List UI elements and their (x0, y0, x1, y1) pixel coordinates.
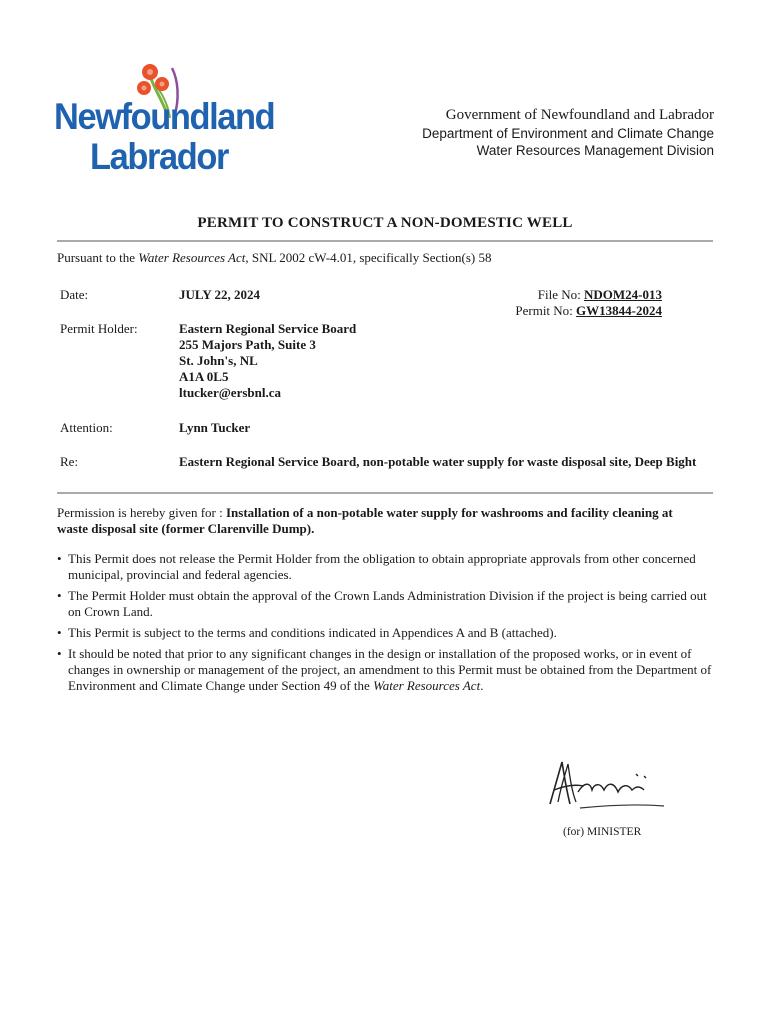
divider (57, 492, 713, 494)
department-header (422, 107, 714, 158)
document-title: PERMIT TO CONSTRUCT A NON-DOMESTIC WELL (197, 215, 573, 231)
condition-text: This Permit is subject to the terms and conditions indicated in Appendices A and B (attached). (68, 625, 557, 640)
nl-government-logo (50, 58, 275, 178)
permit-number-value: GW13844-2024 (576, 303, 662, 318)
bullet-icon: • (57, 588, 62, 603)
condition-text: The Permit Holder must obtain the approval of the Crown Lands Administration Division if the project is being carried out on Crown Land. (68, 588, 707, 619)
pursuant-prefix: Pursuant to the (57, 250, 139, 265)
holder-city: St. John's, NL (179, 353, 258, 368)
attention-value: Lynn Tucker (179, 420, 251, 435)
bullet-icon: • (57, 551, 62, 566)
date-value: JULY 22, 2024 (179, 287, 261, 302)
government-name: Government of Newfoundland and Labrador (445, 107, 714, 123)
file-number-label: File No: (537, 287, 581, 302)
list-item (57, 625, 717, 641)
list-item (57, 551, 717, 583)
permit-holder-label: Permit Holder: (60, 321, 138, 336)
logo-word-labrador: Labrador (90, 136, 228, 177)
condition-text: This Permit does not release the Permit Holder from the obligation to obtain appropriate approvals from other concerned municipal, provincial and federal agencies. (68, 551, 696, 582)
minister-signature (540, 752, 670, 819)
attention-label: Attention: (60, 420, 113, 435)
signature-icon (540, 752, 670, 814)
file-number-row (440, 287, 662, 303)
pursuant-line (57, 250, 491, 266)
holder-street: 255 Majors Path, Suite 3 (179, 337, 316, 352)
permission-statement (57, 505, 707, 537)
condition-end: . (480, 678, 484, 693)
list-item (57, 646, 717, 694)
act-name: Water Resources Act (138, 250, 246, 265)
logo-word-newfoundland: Newfoundland (54, 96, 275, 137)
holder-email: ltucker@ersbnl.ca (179, 385, 281, 400)
bullet-icon: • (57, 646, 62, 661)
bullet-icon: • (57, 625, 62, 640)
permission-prefix: Permission is hereby given for : (57, 505, 226, 520)
re-label: Re: (60, 454, 79, 469)
division-name: Water Resources Management Division (476, 143, 714, 158)
re-value: Eastern Regional Service Board, non-potable water supply for waste disposal site, Deep Bight (179, 454, 697, 469)
signature-caption: (for) MINISTER (563, 826, 642, 838)
pursuant-suffix: , SNL 2002 cW-4.01, specifically Section(s) 58 (245, 250, 492, 265)
permission-text: Installation of a non-potable water supply for washrooms and facility cleaning at waste disposal site (former Clarenville Dump). (57, 505, 673, 536)
department-name: Department of Environment and Climate Change (422, 126, 714, 141)
conditions-list (57, 551, 717, 699)
condition-text: It should be noted that prior to any significant changes in the design or installation of the proposed works, or in event of changes in ownership or management of the project, an amendment to this Permit must be obtained from the Department of Environment and Climate Change under Section 49 of the (68, 646, 712, 693)
file-number-value: NDOM24-013 (584, 287, 662, 302)
holder-name: Eastern Regional Service Board (179, 321, 357, 336)
permit-number-row (440, 303, 662, 319)
divider (57, 240, 713, 242)
date-label: Date: (60, 287, 89, 302)
permit-holder-address (179, 321, 356, 401)
list-item (57, 588, 717, 620)
holder-postal-code: A1A 0L5 (179, 369, 229, 384)
act-name: Water Resources Act (373, 678, 481, 693)
permit-number-label: Permit No: (515, 303, 573, 318)
file-info (440, 287, 662, 319)
